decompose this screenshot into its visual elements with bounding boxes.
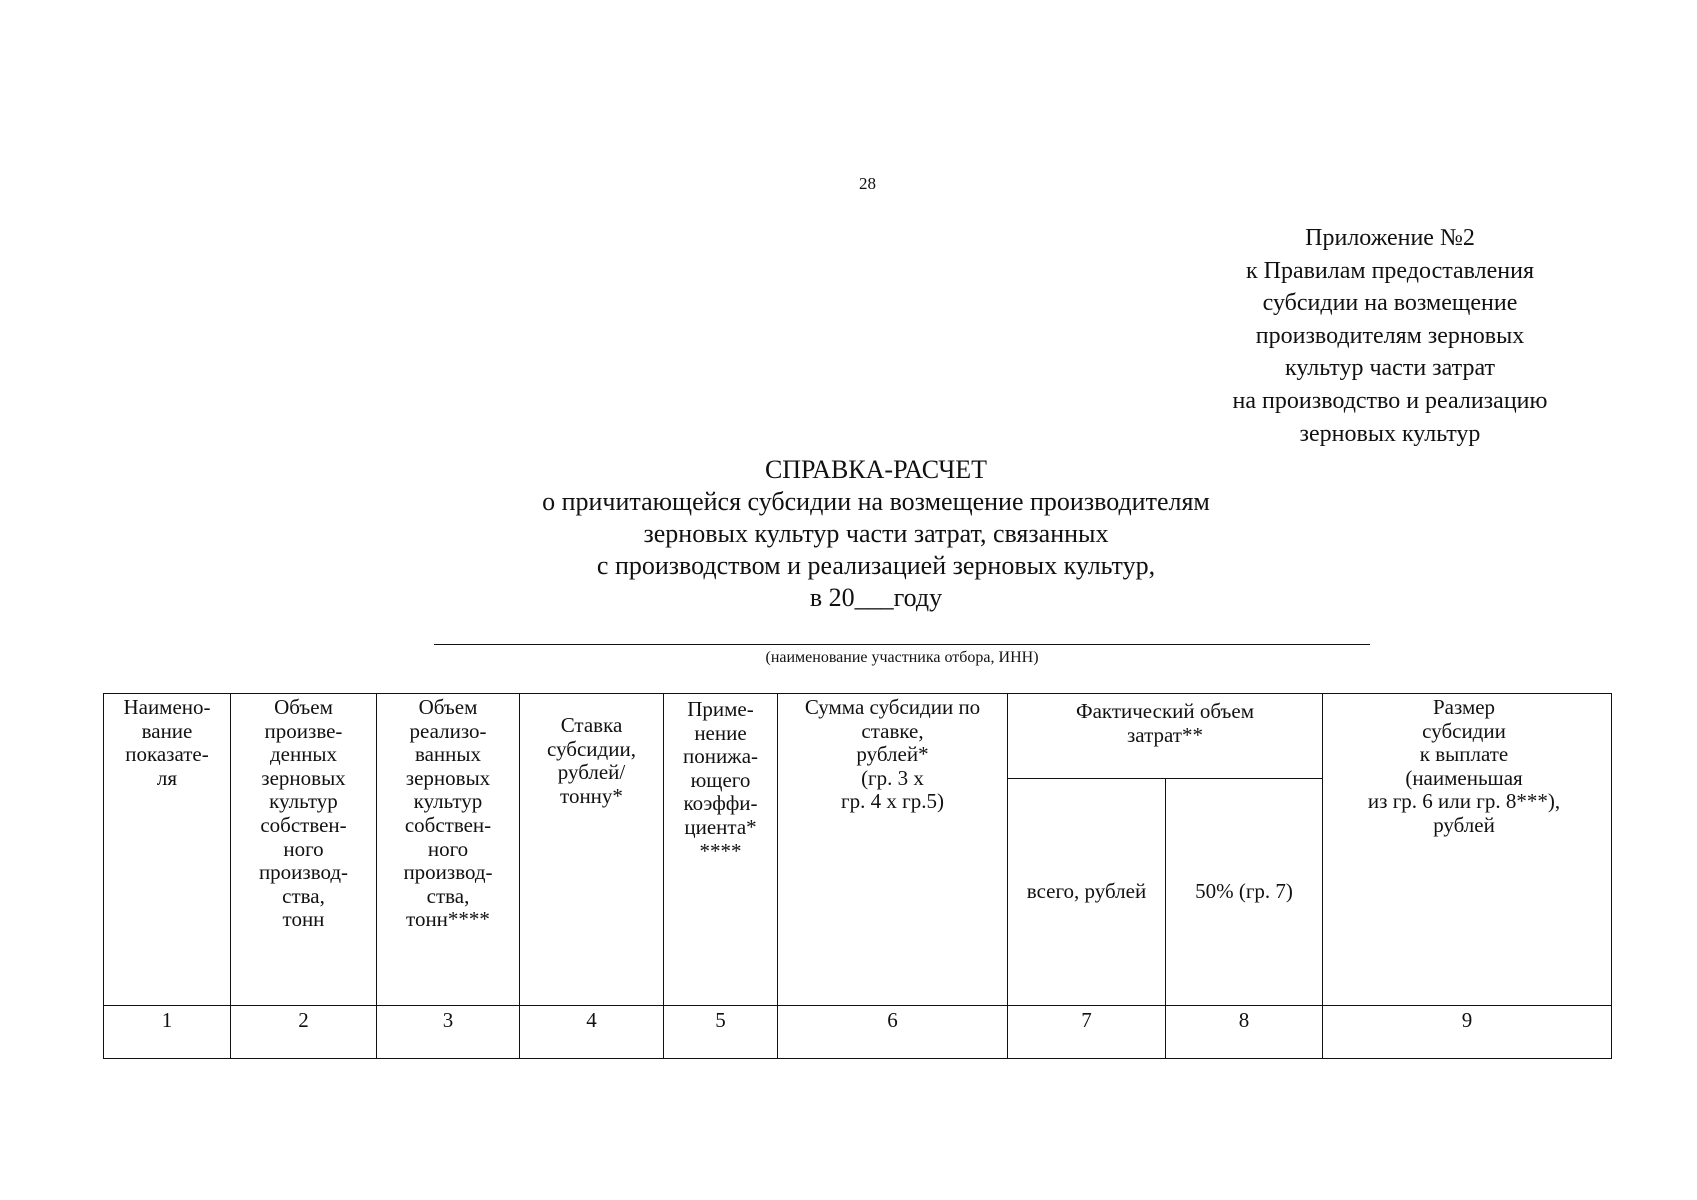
header-text: Наимено- вание показате- ля [123,695,211,790]
appendix-line: зерновых культур [1299,420,1481,447]
appendix-block [1170,222,1610,450]
header-cell-reducing-coefficient [664,694,778,1006]
title-heading: СПРАВКА-РАСЧЕТ [764,455,988,484]
column-number: 5 [664,1006,778,1059]
header-text: 50% (гр. 7) [1195,879,1293,904]
column-number: 2 [231,1006,377,1059]
appendix-line: субсидии на возмещение [1262,290,1518,317]
header-text: Ставка субсидии, рублей/ тонну* [547,713,636,808]
column-number: 6 [778,1006,1008,1059]
appendix-line: культур части затрат [1285,355,1495,382]
header-cell-total-costs [1008,779,1166,1006]
header-cell-indicator-name [104,694,231,1006]
column-number: 1 [104,1006,231,1059]
table-header-row [104,694,1612,779]
header-cell-half-costs [1166,779,1323,1006]
page-number: 28 [859,174,876,193]
participant-caption: (наименование участника отбора, ИНН) [765,649,1039,666]
header-text: Приме- нение понижа- ющего коэффи- циента* **** [682,697,759,863]
column-number: 4 [520,1006,664,1059]
header-text: Объем реализо- ванных зерновых культур собствен- ного производ- ства, тонн**** [403,695,493,932]
header-cell-actual-costs [1008,694,1323,779]
header-text: Фактический объем затрат** [1075,699,1255,747]
title-line: о причитающейся субсидии на возмещение производителям [542,487,1210,516]
header-cell-payment-amount [1323,694,1612,1006]
document-title [384,454,1368,614]
header-text: Объем произве- денных зерновых культур собствен- ного производ- ства, тонн [258,695,349,932]
header-text: Сумма субсидии по ставке, рублей* (гр. 3 х гр. 4 х гр.5) [804,695,981,814]
appendix-line: Приложение №2 [1305,225,1475,251]
header-text: всего, рублей [1026,879,1147,904]
header-cell-sold-volume [377,694,520,1006]
header-cell-subsidy-sum [778,694,1008,1006]
appendix-line: на производство и реализацию [1232,387,1548,414]
calculation-table [103,693,1612,1059]
column-number: 9 [1323,1006,1612,1059]
column-number: 8 [1166,1006,1323,1059]
appendix-line: производителям зерновых [1255,322,1525,349]
header-text: Размер субсидии к выплате (наименьшая из гр. 6 или гр. 8***), рублей [1367,695,1561,837]
column-number: 3 [377,1006,520,1059]
title-line: в 20___году [809,583,943,612]
title-line: зерновых культур части затрат, связанных [643,519,1109,548]
appendix-line: к Правилам предоставления [1245,257,1535,284]
participant-blank-line [434,644,1370,645]
column-number: 7 [1008,1006,1166,1059]
title-line: с производством и реализацией зерновых культур, [596,551,1156,580]
header-cell-produced-volume [231,694,377,1006]
header-cell-subsidy-rate [520,694,664,1006]
column-number-row [104,1006,1612,1059]
